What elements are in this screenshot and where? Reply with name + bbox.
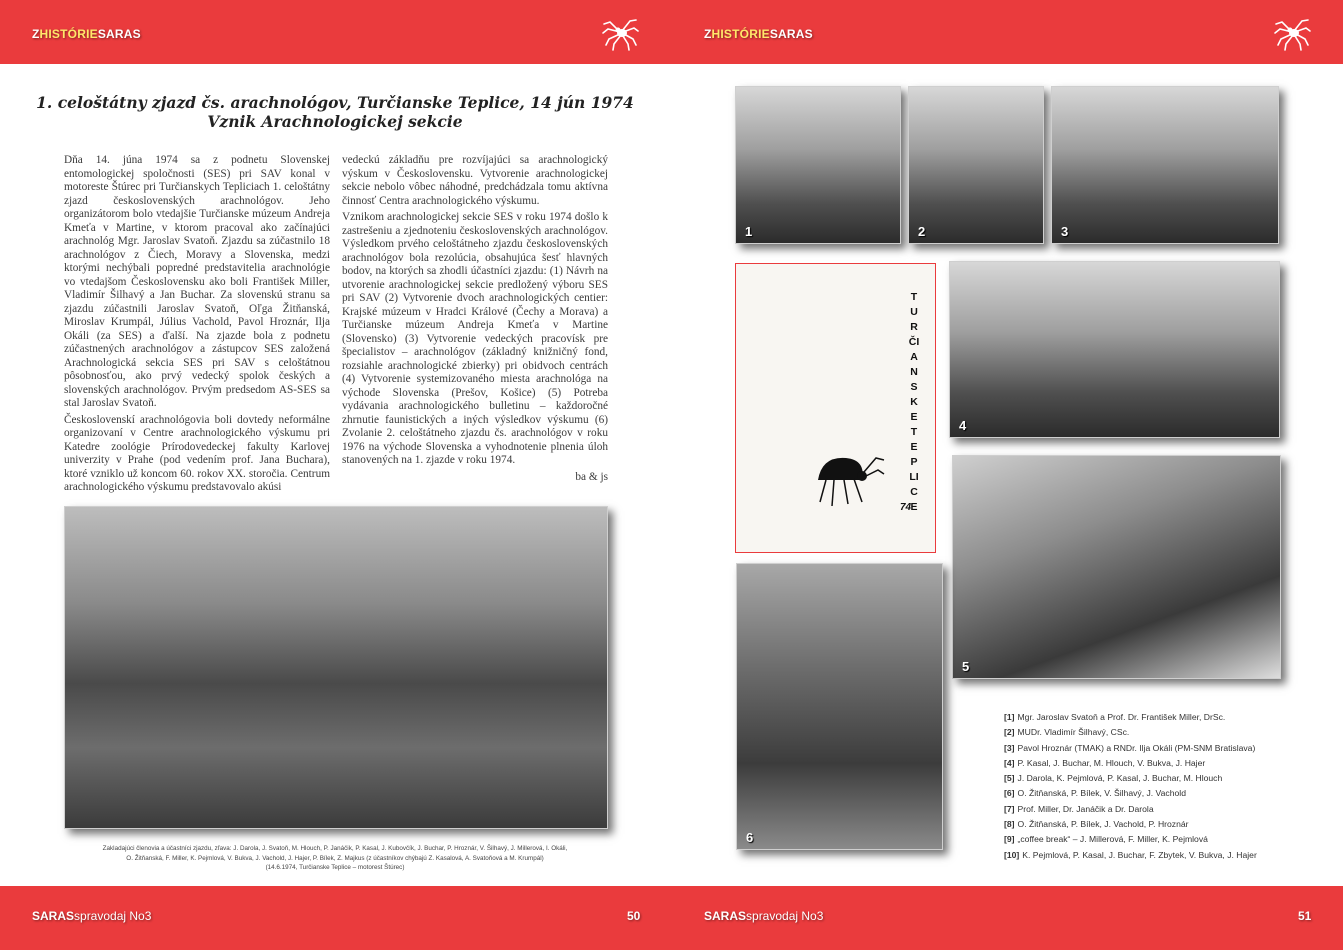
legend-item <box>1004 725 1257 740</box>
legend-text: MUDr. Vladimír Šilhavý, CSc. <box>1017 727 1130 738</box>
section-header-left <box>32 27 141 41</box>
legend-item <box>1004 786 1257 801</box>
spider-icon <box>812 446 886 510</box>
cover-title: TURČIANSKE TEPLICE <box>908 291 920 513</box>
legend-key: [9] <box>1004 834 1015 845</box>
legend-text: Mgr. Jaroslav Svatoň a Prof. Dr. František Miller, DrSc. <box>1017 712 1226 722</box>
legend-item <box>1004 741 1257 756</box>
spider-logo-icon <box>600 12 640 52</box>
booklet-cover <box>735 263 936 553</box>
legend-item <box>1004 802 1257 817</box>
caption-line: O. Žitňanská, F. Miller, K. Pejmlová, V. Bukva, J. Vachold, J. Hajer, P. Bílek, Z. Majkus (z účastníkov chýbajú Z. Kasalová, A. Svatoňová a M. Krumpál) <box>126 854 544 862</box>
photo-2 <box>908 86 1044 244</box>
photo-number: 6 <box>746 830 754 845</box>
footer-issue: spravodaj No3 <box>74 909 152 923</box>
page-number-right: 51 <box>1298 909 1312 923</box>
legend-key: [10] <box>1004 849 1020 860</box>
article-column-1 <box>64 154 330 498</box>
group-photo-caption <box>72 844 598 873</box>
caption-line: Zakladajúci členovia a účastníci zjazdu, zľava: J. Darola, J. Svatoň, M. Hlouch, P. Janáčik, P. Kasal, J. Kubovčík, J. Buchar, P. Hroznár, V. Šilhavý, J. Millerová, I. Okáli, <box>102 845 568 852</box>
legend-key: [5] <box>1004 773 1015 784</box>
footer-publication-right <box>704 909 823 923</box>
legend-key: [7] <box>1004 803 1015 814</box>
paragraph: Vznikom arachnologickej sekcie SES v roku 1974 došlo k zastrešeniu a zjednoteniu československých arachnológov. Výsledkom prvého celoštátneho zjazdu československých arachnológov bola rezolúcia, obsahujúca šesť hlavných bodov, na ktorých sa zhodli účastníci zjazdu: (1) Návrh na utvorenie arachnologickej sekcie predložený výboru SES pri SAV (2) Vytvorenie dvoch arachnologických centier: Krajské múzeum v Hradci Králové (Čechy a Morava) a Turčianske múzeum Andreja Kmeťa v Martine (Slovensko) (3) Vytvorenie vedeckých pracovísk pre špecialistov – arachnológov (základný knižničný fond, rozsiahle arachnologické zbierky) pri obidvoch centrách (4) Vytvorenie systemizovaného miesta arachnológa na východe Slovenska (Prešov, Košice) (5) Potreba vydávania arachnologického bulletinu – každoročné zhrnutie faunistických a iných výsledkov výskumu (6) Zvolanie 2. celoštátneho zjazdu čs. arachnológov v roku 1976 na východe Slovenska a vyhodnotenie plnenia úloh stanovených na 1. zjazde v roku 1974. <box>342 211 608 466</box>
footer-bar <box>0 886 1343 950</box>
header-saras: SARAS <box>97 27 141 41</box>
section-header-right <box>704 27 813 41</box>
legend-key: [3] <box>1004 742 1015 753</box>
photo-number: 2 <box>918 224 926 239</box>
header-z: Z <box>32 27 40 41</box>
legend-text: O. Žitňanská, P. Bílek, J. Vachold, P. Hroznár <box>1017 819 1189 830</box>
photo-4 <box>949 261 1280 438</box>
legend-item <box>1004 817 1257 832</box>
photo-3 <box>1051 86 1279 244</box>
header-saras: SARAS <box>769 27 813 41</box>
header-historie: HISTÓRIE <box>711 27 770 41</box>
legend-key: [8] <box>1004 819 1015 830</box>
legend-text: Pavol Hroznár (TMAK) a RNDr. Ilja Okáli (PM-SNM Bratislava) <box>1017 742 1256 753</box>
caption-line: (14.6.1974, Turčianske Teplice – motorest Štúrec) <box>265 864 405 871</box>
photo-5 <box>952 455 1281 679</box>
footer-brand: SARAS <box>32 909 75 923</box>
footer-issue: spravodaj No3 <box>746 909 824 923</box>
legend-key: [4] <box>1004 757 1015 768</box>
legend-text: K. Pejmlová, P. Kasal, J. Buchar, F. Zbytek, V. Bukva, J. Hajer <box>1022 849 1257 860</box>
legend-text: P. Kasal, J. Buchar, M. Hlouch, V. Bukva, J. Hajer <box>1017 757 1206 768</box>
header-z: Z <box>704 27 712 41</box>
paragraph: Československí arachnológovia boli dovtedy neformálne organizovaní v Centre arachnologického výskumu pri Katedre zoológie Prírodovedeckej fakulty Karlovej univerzity v Prahe (pod vedením prof. Jana Buchara), ktoré vzniklo už koncom 60. rokov XX. storočia. Centrum arachnologického výskumu predstavovalo akúsi <box>64 413 330 493</box>
footer-brand: SARAS <box>704 909 747 923</box>
paragraph: vedeckú základňu pre rozvíjajúci sa arachnologický výskum v Československu. Vytvorenie arachnologickej sekcie nebolo vôbec náhodné, predchádzala tomu aktívna činnosť Centra arachnologického výskumu. <box>342 154 608 207</box>
legend-text: „coffee break“ – J. Millerová, F. Miller, K. Pejmlová <box>1017 834 1208 845</box>
legend-text: Prof. Miller, Dr. Janáčik a Dr. Darola <box>1017 803 1154 814</box>
cover-year: 74 <box>900 502 912 513</box>
legend-key: [2] <box>1004 727 1015 738</box>
legend-key: [6] <box>1004 788 1015 799</box>
photo-1 <box>735 86 901 244</box>
legend-item <box>1004 832 1257 847</box>
photo-number: 4 <box>959 418 967 433</box>
legend-text: J. Darola, K. Pejmlová, P. Kasal, J. Buchar, M. Hlouch <box>1017 773 1223 784</box>
legend-key: [1] <box>1004 712 1015 722</box>
paragraph: Dňa 14. júna 1974 sa z podnetu Slovenskej entomologickej spoločnosti (SES) pri SAV konal v motoreste Štúrec pri Turčianskych Tepliciach 1. celoštátny zjazd československých arachnológov. Jeho organizátorom bolo vtedajšie Turčianske múzeum Andreja Kmeťa v Martine, v ktorom pracoval ako začínajúci arachnológ Mgr. Jaroslav Svatoň. Zjazdu sa zúčastnilo 18 arachnológov z Čiech, Moravy a Slovenska, medzi ktorými nechýbali popredné predstavitelia arachnológie vo vtedajšom Československu ako boli František Miller, Vladimír Šilhavý a Jan Buchar. Za slovenskú stranu sa zjazdu zúčastnili Jaroslav Svatoň, Oľga Žitňanská, Miroslav Krumpál, Július Vachold, Pavol Hroznár, Ilja Okáli (za SES) a ďalší. Na zjazde bola z podnetu zúčastnených arachnológov a zástupcov SES založená Arachnologická sekcia SES pri SAV s celoštátnou pôsobnosťou, ako prvý vedecký spolok českých a slovenských arachnológov. Prvým predsedom AS-SES sa stal Jaroslav Svatoň. <box>64 154 330 409</box>
footer-publication-left <box>32 909 151 923</box>
photo-legend <box>1004 710 1257 863</box>
legend-item <box>1004 756 1257 771</box>
article-subtitle: Vznik Arachnologickej sekcie <box>207 112 463 131</box>
legend-text: O. Žitňanská, P. Bílek, V. Šilhavý, J. Vachold <box>1017 788 1186 799</box>
article-column-2 <box>342 154 608 487</box>
photo-number: 3 <box>1061 224 1069 239</box>
header-bar <box>0 0 1343 64</box>
photo-number: 1 <box>745 224 753 239</box>
spider-logo-icon <box>1272 12 1312 52</box>
author-signature: ba & js <box>575 470 608 483</box>
photo-number: 5 <box>962 659 970 674</box>
page-number-left: 50 <box>627 909 641 923</box>
photo-6 <box>736 563 943 850</box>
legend-item <box>1004 771 1257 786</box>
legend-item <box>1004 848 1257 863</box>
article-title: 1. celoštátny zjazd čs. arachnológov, Turčianske Teplice, 14 jún 1974 <box>36 93 634 112</box>
legend-item <box>1004 710 1257 725</box>
group-photo <box>64 506 608 829</box>
header-historie: HISTÓRIE <box>39 27 98 41</box>
